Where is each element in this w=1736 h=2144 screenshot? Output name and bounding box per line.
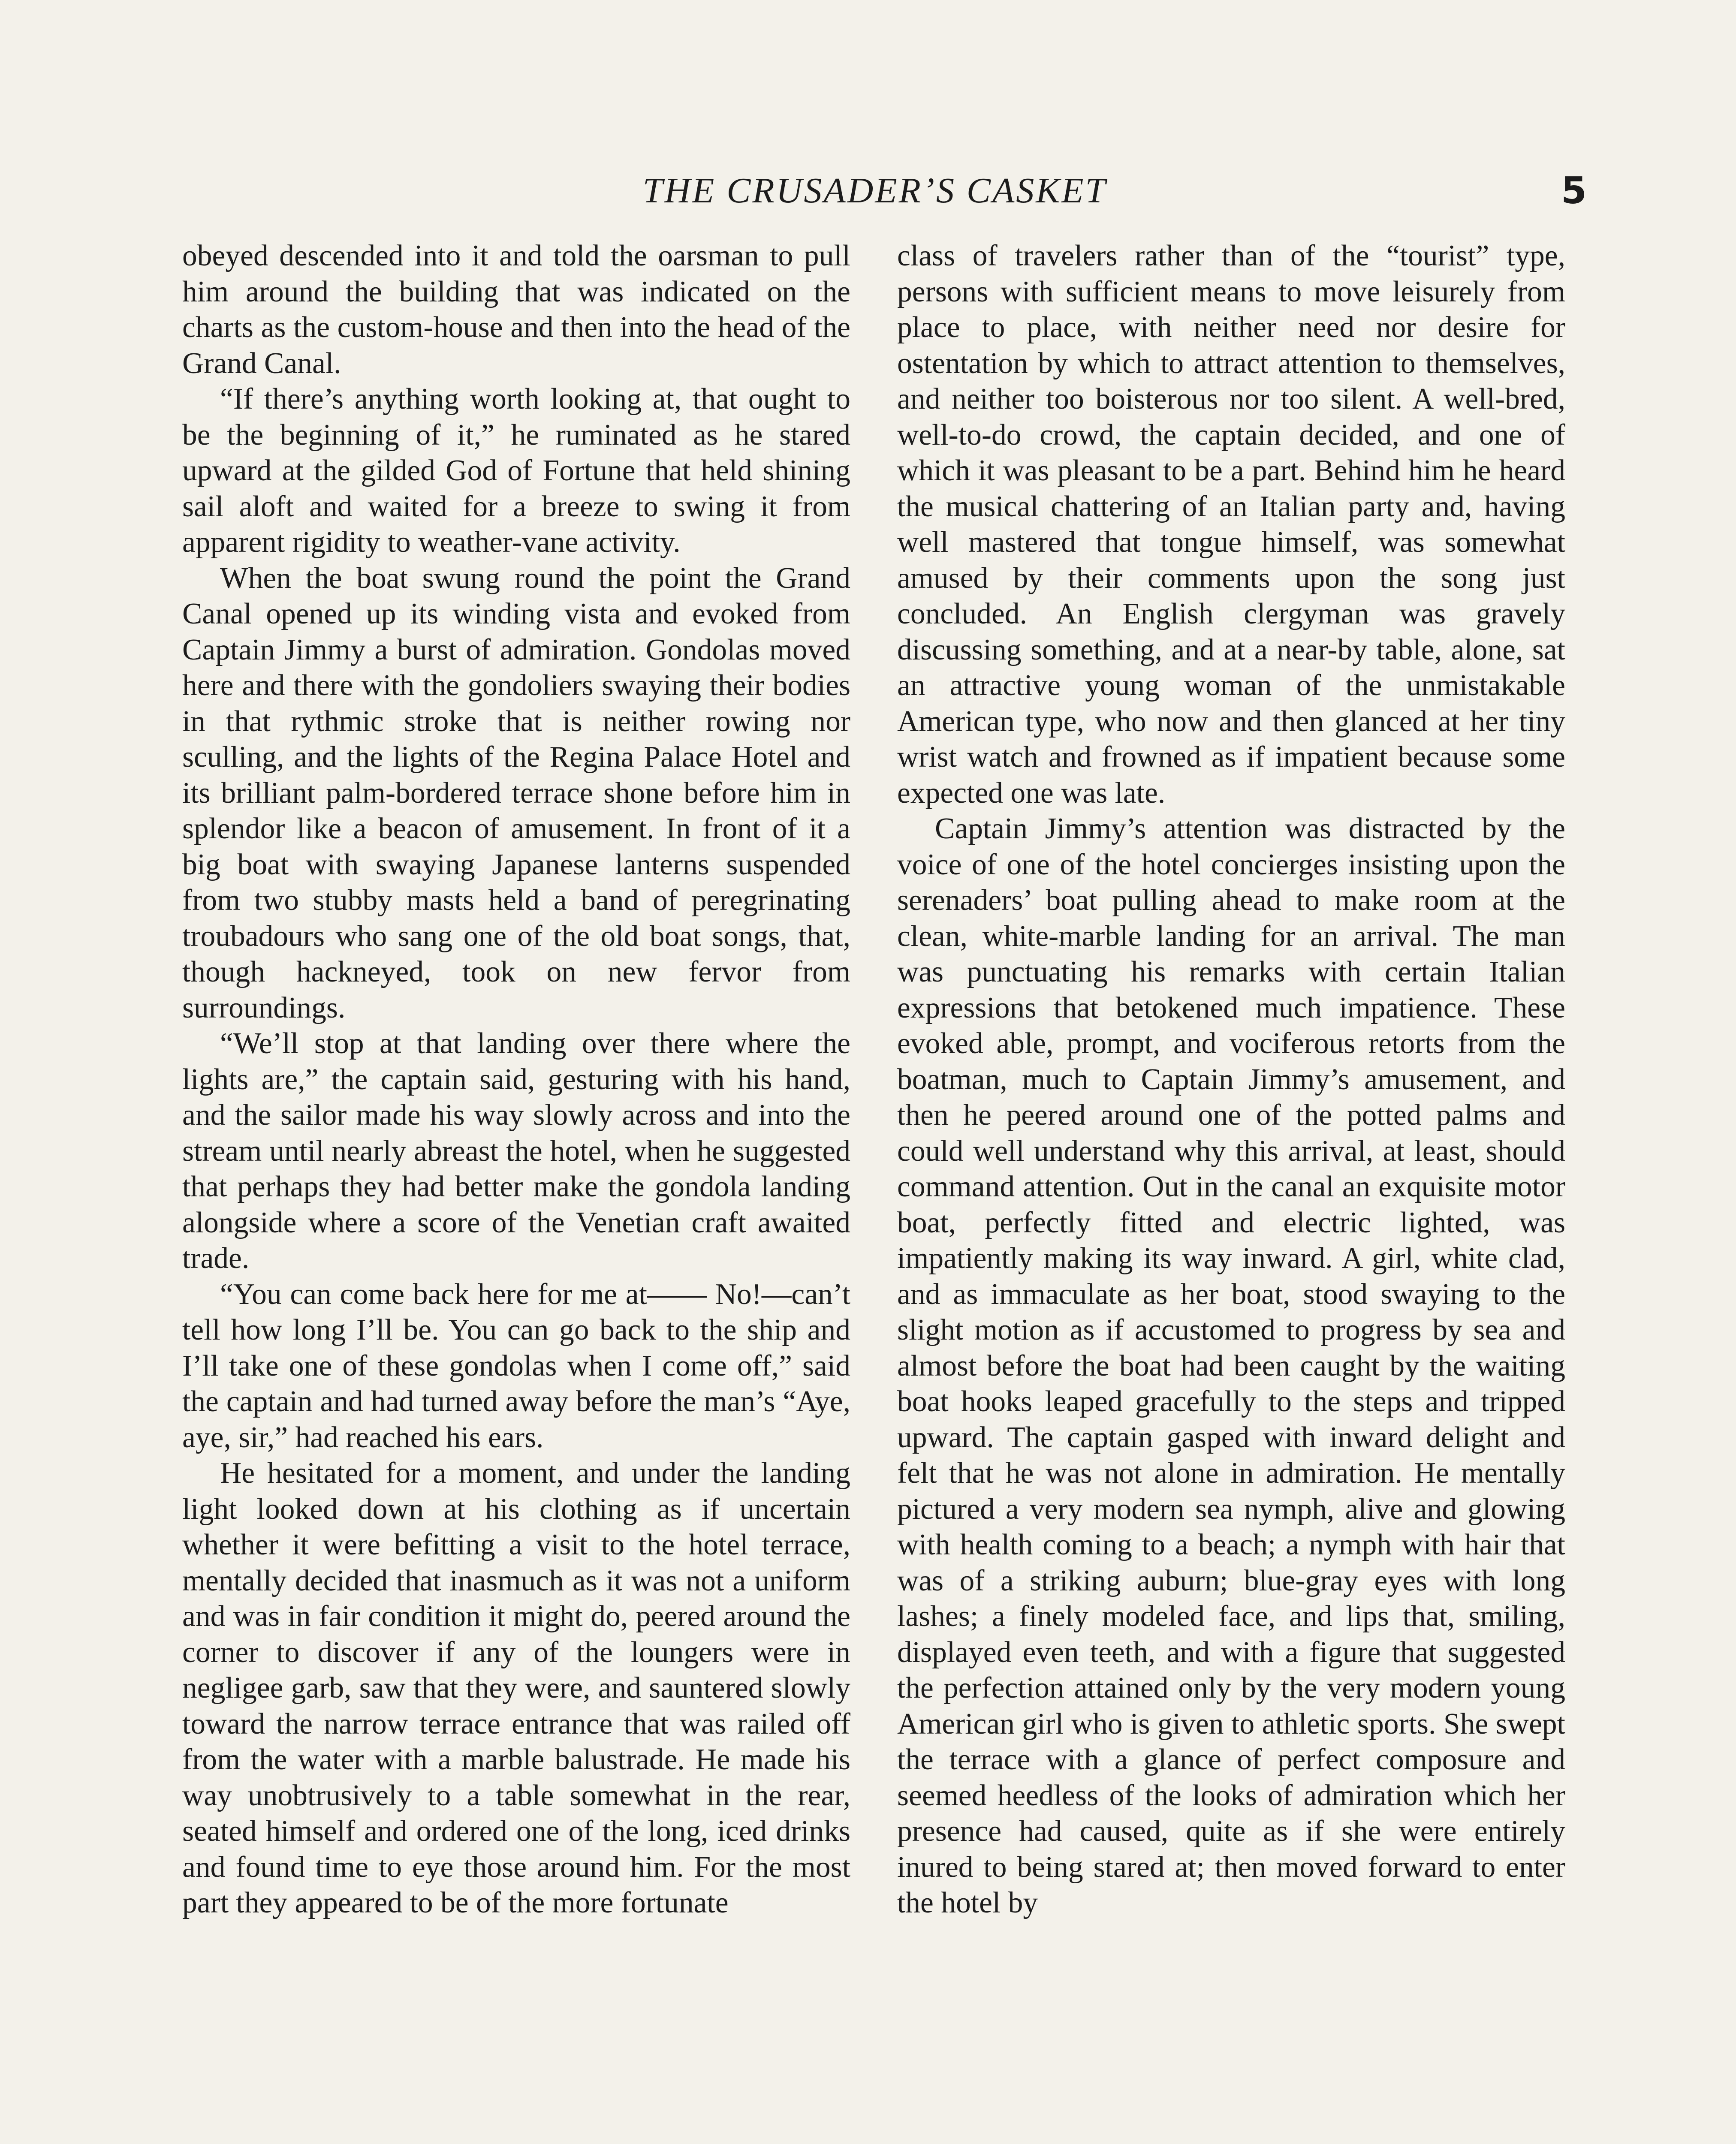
paragraph: class of travelers rather than of the “tourist” type, persons with sufficient means to move leisurely from place to place, with neither need nor desire for ostentation by which to attract attention to themselves, and neither too boisterous nor too silent. A well-bred, well-to-do crowd, the captain decided, and one of which it was pleasant to be a part. Behind him he heard the musical chattering of an Italian party and, having well mastered that tongue himself, was somewhat amused by their comments upon the song just concluded. An English clergyman was gravely discussing something, and at a near-by table, alone, sat an attractive young woman of the unmistakable American type, who now and then glanced at her tiny wrist watch and frowned as if impatient because some expected one was late. bbox=[897, 239, 1565, 810]
running-head: THE CRUSADER’S CASKET bbox=[642, 171, 1107, 211]
paragraph: When the boat swung round the point the Grand Canal opened up its winding vista and evoked from Captain Jimmy a burst of admiration. Gondolas moved here and there with the gondoliers swaying their bodies in that rythmic stroke that is neither rowing nor sculling, and the lights of the Regina Palace Hotel and its brilliant palm-bordered terrace shone before him in splendor like a beacon of amusement. In front of it a big boat with swaying Japanese lanterns suspended from two stubby masts held a band of peregrinating troubadours who sang one of the old boat songs, that, though hackneyed, took on new fervor from surroundings. bbox=[182, 561, 850, 1024]
paragraph: obeyed descended into it and told the oarsman to pull him around the building that was indicated on the charts as the custom-house and then into the head of the Grand Canal. bbox=[182, 239, 850, 380]
left-column bbox=[182, 238, 850, 2144]
paragraph: He hesitated for a moment, and under the landing light looked down at his clothing as if uncertain whether it were befitting a visit to the hotel terrace, mentally decided that inasmuch as it was not a uniform and was in fair condition it might do, peered around the corner to discover if any of the loungers were in negligee garb, saw that they were, and sauntered slowly toward the narrow terrace entrance that was railed off from the water with a marble balustrade. He made his way unobtrusively to a table somewhat in the rear, seated himself and ordered one of the long, iced drinks and found time to eye those around him. For the most part they appeared to be of the more fortunate bbox=[182, 1457, 850, 1919]
page-number: 5 bbox=[1561, 169, 1587, 212]
text-columns bbox=[182, 238, 1565, 2144]
paragraph: “If there’s anything worth looking at, that ought to be the beginning of it,” he ruminated as he stared upward at the gilded God of Fortune that held shining sail aloft and waited for a breeze to swing it from apparent rigidity to weather-vane activity. bbox=[182, 382, 850, 559]
right-column bbox=[897, 238, 1565, 2144]
paragraph: Captain Jimmy’s attention was distracted by the voice of one of the hotel concierges insisting upon the serenaders’ boat pulling ahead to make room at the clean, white-marble landing for an arrival. The man was punctuating his remarks with certain Italian expressions that betokened much impatience. These evoked able, prompt, and vociferous retorts from the boatman, much to Captain Jimmy’s amusement, and then he peered around one of the potted palms and could well understand why this arrival, at least, should command attention. Out in the canal an exquisite motor boat, perfectly fitted and electric lighted, was impatiently making its way inward. A girl, white clad, and as immaculate as her boat, stood swaying to the slight motion as if accustomed to progress by sea and almost before the boat had been caught by the waiting boat hooks leaped gracefully to the steps and tripped upward. The captain gasped with inward delight and felt that he was not alone in admiration. He mentally pictured a very modern sea nymph, alive and glowing with health coming to a beach; a nymph with hair that was of a striking auburn; blue-gray eyes with long lashes; a finely modeled face, and lips that, smiling, displayed even teeth, and with a figure that suggested the perfection attained only by the very modern young American girl who is given to athletic sports. She swept the terrace with a glance of perfect composure and seemed heedless of the looks of admiration which her presence had caused, quite as if she were entirely inured to being stared at; then moved forward to enter the hotel by bbox=[897, 812, 1565, 1919]
paragraph: “We’ll stop at that landing over there where the lights are,” the captain said, gesturing with his hand, and the sailor made his way slowly across and into the stream until nearly abreast the hotel, when he suggested that perhaps they had better make the gondola landing alongside where a score of the Venetian craft awaited trade. bbox=[182, 1027, 850, 1275]
page-header bbox=[180, 161, 1587, 221]
paragraph: “You can come back here for me at—— No!—can’t tell how long I’ll be. You can go back to the ship and I’ll take one of these gondolas when I come off,” said the captain and had turned away before the man’s “Aye, aye, sir,” had reached his ears. bbox=[182, 1277, 850, 1454]
